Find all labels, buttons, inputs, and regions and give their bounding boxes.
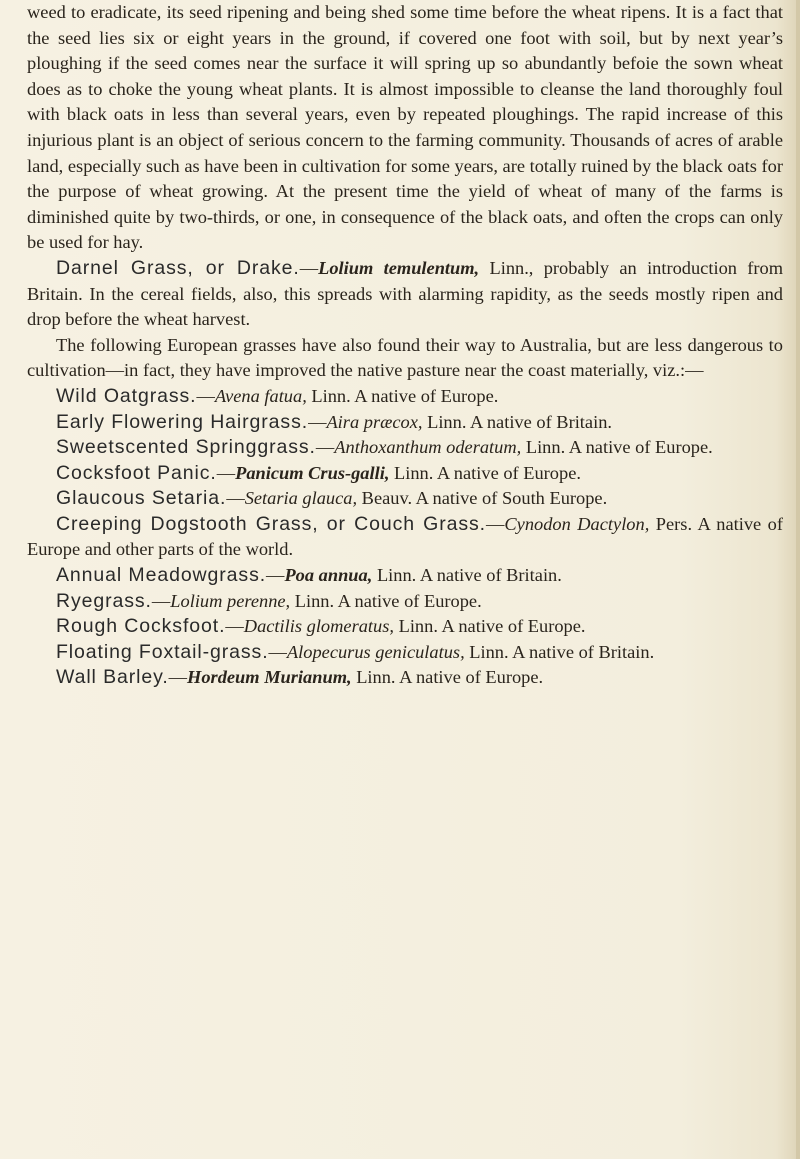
darnel-scientific-name: Lolium temulentum, xyxy=(318,257,480,278)
grass-common-name: Creeping Dogstooth Grass, or Couch Grass. xyxy=(56,512,486,535)
grass-dash: — xyxy=(308,411,327,432)
grass-entry xyxy=(27,665,783,691)
grass-common-name: Floating Foxtail-grass. xyxy=(56,640,269,663)
grass-scientific-name: Poa annua, xyxy=(284,565,373,586)
grass-description: Linn. A native of Europe. xyxy=(393,616,586,637)
darnel-entry xyxy=(27,256,783,333)
grass-common-name: Wall Barley. xyxy=(56,666,169,689)
grass-entry xyxy=(27,512,783,563)
grass-common-name: Sweetscented Springgrass. xyxy=(56,436,316,459)
grass-description: Pers. A native of Europe and other parts of the world. xyxy=(27,513,783,560)
grass-common-name: Cocksfoot Panic. xyxy=(56,461,217,484)
grass-dash: — xyxy=(268,641,287,662)
grass-entry xyxy=(27,589,783,615)
darnel-description: Linn., probably an introduction from Britain. In the cereal fields, also, this spreads with alarming rapidity, as the seeds mostly ripen and drop before the wheat harvest. xyxy=(27,257,784,330)
grass-description: Linn. A native of Britain. xyxy=(464,641,655,662)
grass-dash: — xyxy=(151,590,171,611)
grass-dash: — xyxy=(315,437,335,458)
grass-scientific-name: Aira præcox, xyxy=(326,411,423,432)
grass-common-name: Annual Meadowgrass. xyxy=(56,564,267,587)
grass-entry xyxy=(27,486,783,512)
grass-scientific-name: Anthoxanthum oderatum, xyxy=(334,437,522,458)
grass-description: Linn. A native of Europe. xyxy=(306,385,499,406)
grass-entry xyxy=(27,461,783,487)
grass-dash: — xyxy=(225,616,244,637)
grass-scientific-name: Alopecurus geniculatus, xyxy=(286,641,465,662)
grass-scientific-name: Setaria glauca, xyxy=(244,488,358,509)
grass-dash: — xyxy=(266,565,285,586)
grass-dash: — xyxy=(196,385,215,406)
grass-dash: — xyxy=(168,667,188,688)
grass-common-name: Ryegrass. xyxy=(56,589,152,612)
grass-entry xyxy=(27,410,783,436)
grass-entry xyxy=(27,614,783,640)
grass-entry xyxy=(27,384,783,410)
grass-scientific-name: Panicum Crus-galli, xyxy=(235,462,390,483)
grass-dash: — xyxy=(226,488,245,509)
grass-description: Linn. A native of Europe. xyxy=(389,462,581,483)
grass-description: Linn. A native of Britain. xyxy=(372,565,562,586)
grass-common-name: Rough Cocksfoot. xyxy=(56,615,226,638)
grass-description: Beauv. A native of South Europe. xyxy=(357,488,608,509)
grass-entry xyxy=(27,563,783,589)
intro-paragraph: weed to eradicate, its seed ripening and being shed some time before the wheat ripens. It is a fact that the seed lies six or eight years in the ground, if covered one foot with soil, but by next year’s ploughing if the seed comes near the surface it will spring up so abundantly befoie the sown wheat does as to choke the young wheat plants. It is almost impossible to cleanse the land thoroughly foul with black oats in less than several years, even by repeated ploughings. The rapid increase of this injurious plant is an object of serious concern to the farming community. Thousands of acres of arable land, especially such as have been in cultivation for some years, are totally ruined by the black oats for the purpose of wheat growing. At the present time the yield of wheat of many of the farms is diminished quite by two-thirds, or one, in consequence of the black oats, and often the crops can only be used for hay. xyxy=(27,2,783,253)
page-edge xyxy=(796,0,800,1159)
grass-common-name: Early Flowering Hairgrass. xyxy=(56,410,309,433)
grass-scientific-name: Avena fatua, xyxy=(214,385,307,406)
grass-common-name: Wild Oatgrass. xyxy=(56,384,197,407)
grass-description: Linn. A native of Europe. xyxy=(521,437,713,458)
grass-description: Linn. A native of Britain. xyxy=(422,411,612,432)
grass-scientific-name: Dactilis glomeratus, xyxy=(243,616,394,637)
grass-common-name: Glaucous Setaria. xyxy=(56,487,227,510)
grass-scientific-name: Lolium perenne, xyxy=(170,590,291,611)
grass-dash: — xyxy=(486,513,505,534)
grass-description: Linn. A native of Europe. xyxy=(351,667,544,688)
grass-entry xyxy=(27,435,783,461)
grass-description: Linn. A native of Europe. xyxy=(290,590,482,611)
darnel-common-name: Darnel Grass, or Drake. xyxy=(56,256,300,279)
grass-scientific-name: Hordeum Murianum, xyxy=(187,667,352,688)
darnel-dash: — xyxy=(299,257,319,278)
grass-entry xyxy=(27,640,783,666)
european-grasses-intro: The following European grasses have also found their way to Australia, but are less dangerous to cultivation—in fact, they have improved the native pasture near the coast materially, viz.:— xyxy=(27,334,783,381)
grass-dash: — xyxy=(216,462,236,483)
grass-scientific-name: Cynodon Dactylon, xyxy=(504,513,650,534)
